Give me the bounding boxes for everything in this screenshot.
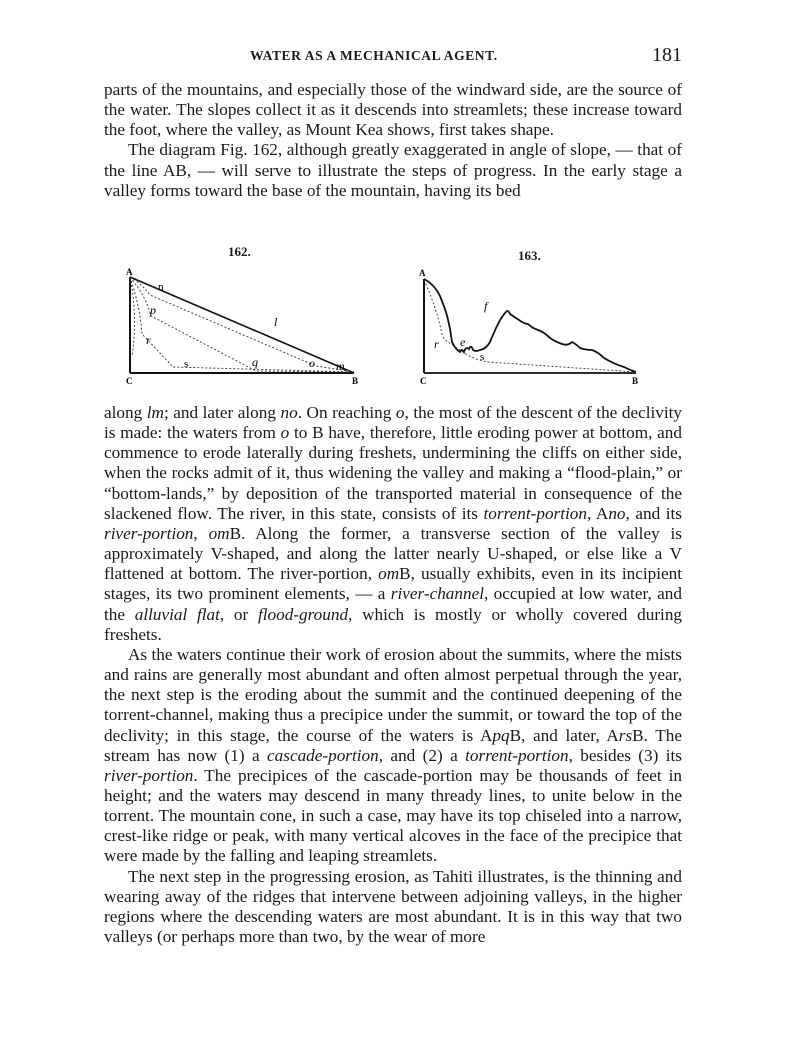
fig162-label-C: C: [126, 376, 133, 386]
figure-163-caption: 163.: [518, 248, 541, 263]
fig162-label-o: o: [309, 356, 315, 370]
fig162-label-n: n: [158, 281, 164, 293]
page-number: 181: [652, 44, 682, 66]
fig163-label-B: B: [632, 376, 639, 386]
paragraph-3: along lm; and later along no. On reaching o, the most of the descent of the declivity is made: the waters from o to B have, therefore, little eroding power at bottom, and commence to erode laterally during freshets, undermining the cliffs on either side, when the rocks admit of it, thus widening the valley and making a “flood-plain,” or “bottom-lands,” by deposition of the transported material in consequence of the slackened flow. The river, in this state, consists of its torrent-portion, Ano, and its river-portion, omB. Along the former, a transverse section of the valley is approximately V-shaped, and along the latter nearly U-shaped, or else like a V flattened at bottom. The river-portion, omB, usually exhibits, even in its incipient stages, its two prominent elements, — a river-channel, occupied at low water, and the alluvial flat, or flood-ground, which is mostly or wholly covered during freshets.: [104, 403, 683, 644]
fig162-label-q: q: [252, 355, 258, 369]
paragraph-5: The next step in the progressing erosion, as Tahiti illustrates, is the thinning and wearing away of the ridges that intervene between adjoining valleys, in the higher regions where the descending waters are most abundant. It is in this way that two valleys (or perhaps more than two, by the wear of more: [104, 866, 682, 947]
fig163-label-f: f: [484, 299, 488, 313]
fig162-label-r: r: [146, 333, 151, 347]
fig162-label-l: l: [274, 315, 278, 329]
running-title: WATER AS A MECHANICAL AGENT.: [250, 48, 498, 63]
figure-162-diagram: [120, 266, 370, 386]
fig162-label-A: A: [126, 267, 133, 277]
fig162-label-s: s: [184, 358, 189, 370]
fig163-label-e: e: [460, 335, 466, 349]
fig162-label-p: p: [150, 303, 156, 317]
fig162-label-B: B: [352, 376, 359, 386]
page-header: [104, 46, 682, 68]
paragraph-2: The diagram Fig. 162, although greatly exaggerated in angle of slope, — that of the line AB, — will serve to illustrate the steps of progress. In the early stage a valley forms toward the base of the mountain, having its bed: [104, 140, 682, 200]
figure-163-diagram: [410, 266, 650, 386]
figure-162-caption: 162.: [228, 244, 251, 259]
body-text-top: [104, 80, 682, 201]
fig163-label-r: r: [434, 337, 439, 351]
paragraph-1: parts of the mountains, and especially those of the windward side, are the source of the water. The slopes collect it as it descends into streamlets; these increase toward the foot, where the valley, as Mount Kea shows, first takes shape.: [104, 80, 682, 140]
paragraph-4: As the waters continue their work of erosion about the summits, where the mists and rains are generally most abundant and often almost perpetual through the year, the next step is the eroding about the summit and the continued deepening of the torrent-channel, making thus a precipice under the summit, or toward the top of the declivity; in this stage, the course of the waters is ApqB, and later, ArsB. The stream has now (1) a cascade-portion, and (2) a torrent-portion, besides (3) its river-portion. The precipices of the cascade-portion may be thousands of feet in height; and the waters may descend in many thready lines, to unite below in the torrent. The mountain cone, in such a case, may have its top chiseled into a narrow, crest-like ridge or peak, with many vertical alcoves in the face of the precipice that were made by the falling and leaping streamlets.: [104, 644, 683, 866]
body-text-bottom: [104, 403, 682, 947]
fig163-label-s: s: [480, 351, 485, 363]
fig162-label-m: m: [336, 359, 345, 373]
fig163-label-A: A: [419, 268, 426, 278]
fig163-label-C: C: [420, 376, 427, 386]
